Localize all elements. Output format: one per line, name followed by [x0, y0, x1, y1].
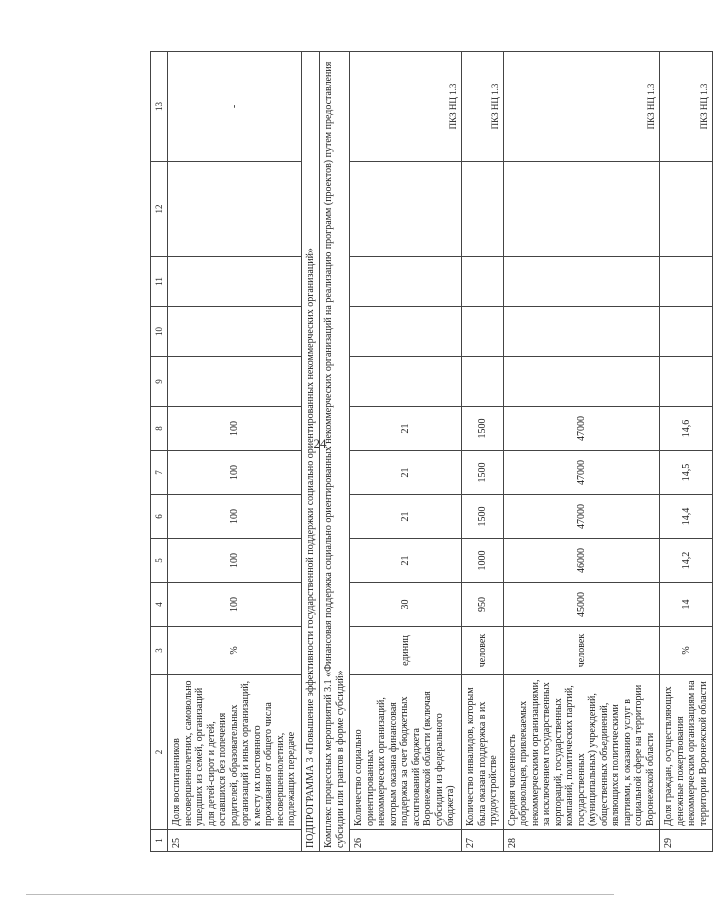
indicator-name: Средняя численность добровольцев, привлекаемых некоммерческими организациями, за исключением государственных корпораций, государственных компаний, политических партий, государственных (муниципальных) учреждений, общественных объединений, являющихся политическими партиями, к оказанию услуг в социальной сфере на территории Воронежской области	[503, 675, 660, 830]
value-cell: 1000	[462, 539, 504, 583]
col-header: 4	[151, 583, 168, 627]
value-cell	[660, 257, 713, 307]
col-header: 12	[151, 162, 168, 257]
value-cell	[660, 307, 713, 357]
unit-cell: единиц	[350, 627, 462, 675]
source-cell: ПКЗ НЦ 1.3	[350, 52, 462, 162]
table-row	[350, 52, 462, 852]
value-cell: 30	[350, 583, 462, 627]
value-cell	[462, 357, 504, 407]
rotated-table-sheet	[150, 52, 709, 852]
col-header: 7	[151, 451, 168, 495]
source-cell: ПКЗ НЦ 1.3	[503, 52, 660, 162]
value-cell: 14,5	[660, 451, 713, 495]
indicator-name: Доля воспитанников несовершеннолетних, самовольно ушедших из семей, организаций для детей-сирот и детей, оставшихся без попечения родителей, образовательных организаций и иных организаций, к месту их постоянного проживания от общего числа несовершеннолетних, подлежащих передаче	[168, 675, 302, 830]
table-row	[503, 52, 660, 852]
value-cell: 950	[462, 583, 504, 627]
value-cell	[503, 307, 660, 357]
value-cell: 100	[168, 407, 302, 451]
unit-cell: человек	[503, 627, 660, 675]
unit-cell: человек	[462, 627, 504, 675]
col-header: 8	[151, 407, 168, 451]
value-cell: 14,6	[660, 407, 713, 451]
value-cell	[660, 357, 713, 407]
row-number: 27	[462, 830, 504, 852]
bottom-scan-line	[26, 894, 614, 895]
value-cell: 14	[660, 583, 713, 627]
value-cell	[660, 162, 713, 257]
value-cell: 21	[350, 451, 462, 495]
col-header: 5	[151, 539, 168, 583]
col-header: 6	[151, 495, 168, 539]
table-row	[660, 52, 713, 852]
value-cell	[503, 257, 660, 307]
table-row	[462, 52, 504, 852]
value-cell	[168, 357, 302, 407]
value-cell	[350, 162, 462, 257]
page-number: 24	[313, 436, 327, 451]
value-cell: 45000	[503, 583, 660, 627]
col-header: 2	[151, 675, 168, 830]
header-row	[151, 52, 168, 852]
row-number: 25	[168, 830, 302, 852]
source-cell: ПКЗ НЦ 1.3	[660, 52, 713, 162]
value-cell: 100	[168, 451, 302, 495]
row-number: 28	[503, 830, 660, 852]
value-cell	[168, 307, 302, 357]
col-header: 13	[151, 52, 168, 162]
value-cell	[350, 257, 462, 307]
col-header: 10	[151, 307, 168, 357]
table-row	[168, 52, 302, 852]
value-cell: 47000	[503, 407, 660, 451]
value-cell: 100	[168, 583, 302, 627]
value-cell: 100	[168, 539, 302, 583]
value-cell: 1500	[462, 407, 504, 451]
complex-row	[320, 52, 350, 852]
value-cell: 21	[350, 539, 462, 583]
value-cell	[350, 357, 462, 407]
unit-cell: %	[660, 627, 713, 675]
subprogram-row	[301, 52, 320, 852]
col-header: 3	[151, 627, 168, 675]
col-header: 11	[151, 257, 168, 307]
value-cell	[462, 162, 504, 257]
value-cell	[462, 307, 504, 357]
value-cell: 14,4	[660, 495, 713, 539]
value-cell: 1500	[462, 495, 504, 539]
value-cell: 100	[168, 495, 302, 539]
value-cell: 1500	[462, 451, 504, 495]
complex-title: Комплекс процессных мероприятий 3.1 «Финансовая поддержка социально ориентированных некоммерческих организаций на реализацию программ (проектов) путем предоставления субсидии или грантов в форме субсидий»	[320, 52, 350, 852]
value-cell: 47000	[503, 495, 660, 539]
row-number: 29	[660, 830, 713, 852]
value-cell: 47000	[503, 451, 660, 495]
value-cell	[168, 162, 302, 257]
row-number: 26	[350, 830, 462, 852]
col-header: 1	[151, 830, 168, 852]
col-header: 9	[151, 357, 168, 407]
value-cell: 21	[350, 407, 462, 451]
value-cell: 46000	[503, 539, 660, 583]
value-cell	[503, 357, 660, 407]
indicators-table	[150, 51, 713, 852]
indicator-name: Количество социально ориентированных некоммерческих организаций, которым оказана финансовая поддержка за счет бюджетных ассигнований бюджета Воронежской области (включая субсидии из федерального бюджета)	[350, 675, 462, 830]
subprogram-title: ПОДПРОГРАММА 3 «Повышение эффективности государственной поддержки социально ориентированных некоммерческих организаций»	[301, 52, 320, 852]
source-cell: -	[168, 52, 302, 162]
value-cell	[168, 257, 302, 307]
indicator-name: Доля граждан, осуществляющих денежные пожертвования некоммерческим организациям на территории Воронежской области	[660, 675, 713, 830]
source-cell: ПКЗ НЦ 1.3	[462, 52, 504, 162]
value-cell: 21	[350, 495, 462, 539]
value-cell	[350, 307, 462, 357]
value-cell	[462, 257, 504, 307]
value-cell: 14,2	[660, 539, 713, 583]
indicator-name: Количество инвалидов, которым была оказана поддержка в их трудоустройстве	[462, 675, 504, 830]
unit-cell: %	[168, 627, 302, 675]
value-cell	[503, 162, 660, 257]
